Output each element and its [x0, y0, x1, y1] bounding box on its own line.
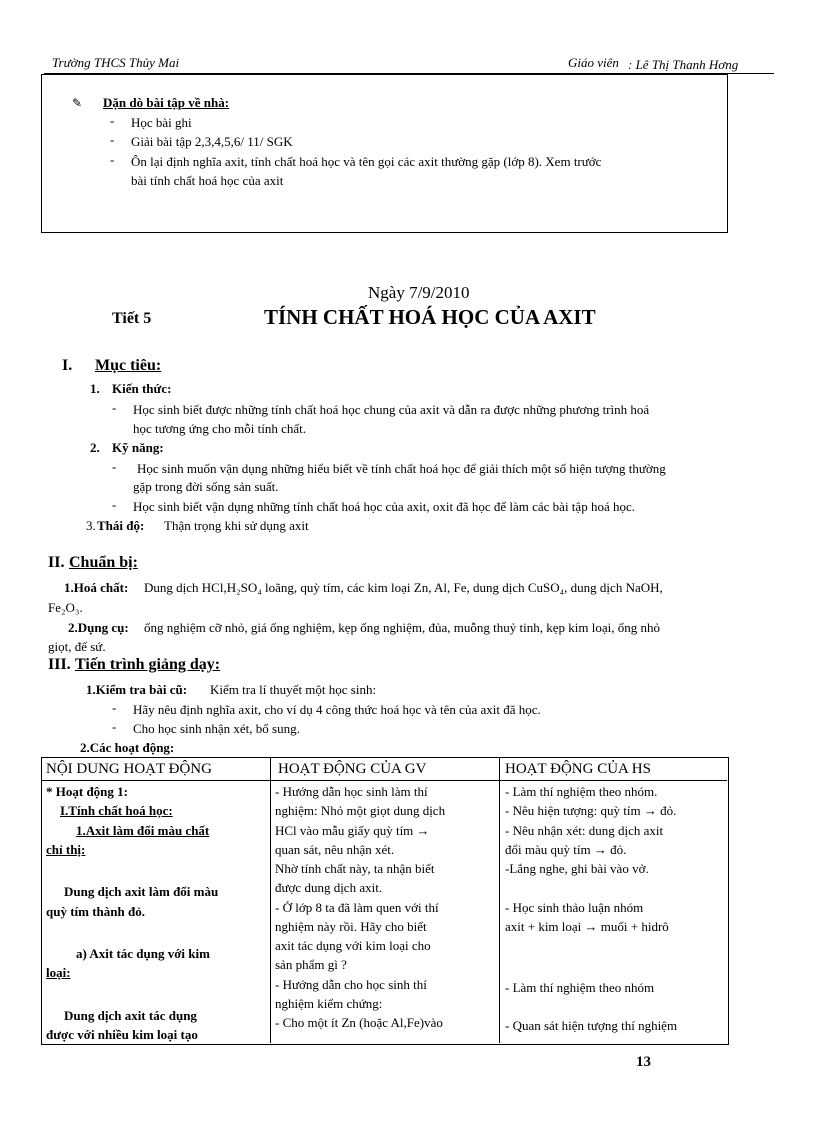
activities-label: 2.Các hoạt động:: [80, 740, 175, 755]
page-number: 13: [636, 1054, 651, 1070]
table-cell: chỉ thị:: [46, 842, 86, 857]
check-text: Kiểm tra lí thuyết một học sinh:: [210, 682, 377, 697]
table-cell: quỳ tím thành đỏ.: [46, 904, 145, 919]
chemicals-text-2: Fe₂O₃.: [48, 600, 83, 615]
prep-num: II.: [48, 554, 65, 571]
pen-icon: ✎: [72, 96, 83, 110]
table-cell: 1.Axit làm đổi màu chất: [76, 823, 210, 838]
table-cell: Dung dịch axit tác dụng: [64, 1008, 197, 1023]
skills-item: Học sinh muốn vận dụng những hiểu biết về tính chất hoá học để giải thích một số hiện tượng thường: [137, 461, 666, 476]
table-cell: a) Axit tác dụng với kim: [76, 946, 210, 961]
table-cell: sản phẩm gì ?: [275, 957, 347, 972]
knowledge-item: học tương ứng cho mỗi tính chất.: [133, 421, 306, 436]
homework-item: Học bài ghi: [131, 115, 192, 130]
check-item: Cho học sinh nhận xét, bổ sung.: [133, 721, 300, 736]
skills-item: gặp trong đời sống sản suất.: [133, 479, 279, 494]
table-header: HOẠT ĐỘNG CỦA HS: [505, 761, 651, 777]
table-cell: loại:: [46, 965, 71, 980]
check-item: Hãy nêu định nghĩa axit, cho ví dụ 4 công thức hoá học và tên của axit đã học.: [133, 702, 541, 717]
table-cell: - Học sinh thảo luận nhóm: [505, 900, 644, 915]
homework-item: bài tính chất hoá học của axit: [131, 173, 284, 188]
knowledge-label: Kiến thức:: [112, 381, 172, 396]
table-cell: - Hướng dẫn cho học sinh thí: [275, 977, 427, 992]
school-name: Trường THCS Thủy Mai: [52, 55, 180, 70]
attitude-text: Thận trọng khi sử dụng axit: [164, 518, 309, 533]
check-label: 1.Kiểm tra bài cũ:: [86, 682, 188, 697]
table-cell: I.Tính chất hoá học:: [60, 803, 173, 818]
table-header: NỘI DUNG HOẠT ĐỘNG: [46, 761, 212, 777]
homework-item: Giải bài tập 2,3,4,5,6/ 11/ SGK: [131, 134, 293, 149]
teacher-name: : Lê Thị Thanh Hơng: [628, 57, 739, 72]
tools-text-2: giọt, đế sứ.: [48, 639, 106, 654]
table-cell: được dung dịch axit.: [275, 880, 383, 895]
lesson-title: TÍNH CHẤT HOÁ HỌC CỦA AXIT: [264, 305, 596, 329]
objectives-num: I.: [62, 357, 73, 374]
skills-num: 2.: [90, 440, 100, 455]
table-cell: đổi màu quỳ tím → đỏ.: [505, 842, 627, 857]
table-header: HOẠT ĐỘNG CỦA GV: [278, 761, 427, 777]
tools-label: 2.Dụng cụ:: [68, 620, 129, 635]
table-cell: nghiệm này rồi. Hãy cho biết: [275, 919, 427, 934]
objectives-heading: Mục tiêu:: [95, 357, 162, 374]
process-heading: Tiến trình giảng dạy:: [75, 656, 221, 673]
table-cell: - Hướng dẫn học sinh làm thí: [275, 784, 428, 799]
teacher-label: Giáo viên: [568, 55, 619, 70]
process-num: III.: [48, 656, 71, 673]
table-cell: nghiệm kiểm chứng:: [275, 996, 383, 1011]
chemicals-label: 1.Hoá chất:: [64, 580, 129, 595]
prep-heading: Chuẩn bị:: [69, 554, 138, 571]
skills-item: Học sinh biết vận dụng những tính chất hoá học của axit, oxit đã học để làm các bài tập hoá học.: [133, 499, 635, 514]
skills-label: Kỹ năng:: [112, 440, 164, 455]
attitude-label: Thái độ:: [97, 518, 145, 533]
table-cell: được với nhiều kim loại tạo: [46, 1027, 198, 1042]
table-cell: HCl vào mẫu giấy quỳ tím →: [275, 823, 430, 838]
table-cell: quan sát, nêu nhận xét.: [275, 842, 395, 857]
chemicals-text: Dung dịch HCl,H₂SO₄ loãng, quỳ tím, các kim loại Zn, Al, Fe, dung dịch CuSO₄, dung dịch NaOH,: [144, 580, 663, 595]
tools-text: ống nghiệm cỡ nhỏ, giá ống nghiệm, kẹp ống nghiệm, đủa, muỗng thuỷ tinh, kẹp kim loại, ống nhỏ: [144, 620, 660, 635]
homework-item: Ôn lại định nghĩa axit, tính chất hoá học và tên gọi các axit thường gặp (lớp 8). Xem trước: [131, 154, 602, 169]
knowledge-item: Học sinh biết được những tính chất hoá học chung của axit và dẫn ra được những phương trình hoá: [133, 402, 650, 417]
table-cell: Dung dịch axit làm đổi màu: [64, 884, 219, 899]
table-cell: Nhờ tính chất này, ta nhận biết: [275, 861, 435, 876]
attitude-num: 3.: [86, 518, 96, 533]
table-cell: - Làm thí nghiệm theo nhóm: [505, 980, 655, 995]
table-cell: -Lắng nghe, ghi bài vào vở.: [505, 861, 649, 876]
table-cell: - Quan sát hiện tượng thí nghiệm: [505, 1018, 678, 1033]
homework-title: Dặn dò bài tập về nhà:: [103, 95, 230, 110]
table-cell: axit tác dụng với kim loại cho: [275, 938, 431, 953]
lesson-period: Tiết 5: [112, 310, 152, 327]
table-cell: * Hoạt động 1:: [46, 784, 128, 799]
table-cell: axit + kim loại → muối + hidrô: [505, 919, 669, 934]
table-cell: - Ở lớp 8 ta đã làm quen với thí: [275, 900, 439, 915]
table-cell: - Nêu nhận xét: dung dịch axit: [505, 823, 664, 838]
knowledge-num: 1.: [90, 381, 100, 396]
table-cell: - Làm thí nghiệm theo nhóm.: [505, 784, 658, 799]
lesson-date: Ngày 7/9/2010: [368, 283, 470, 302]
table-cell: - Cho một ít Zn (hoặc Al,Fe)vào: [275, 1015, 443, 1030]
table-cell: - Nêu hiện tượng: quỳ tím → đỏ.: [505, 803, 677, 818]
table-cell: nghiệm: Nhỏ một giọt dung dịch: [275, 803, 446, 818]
